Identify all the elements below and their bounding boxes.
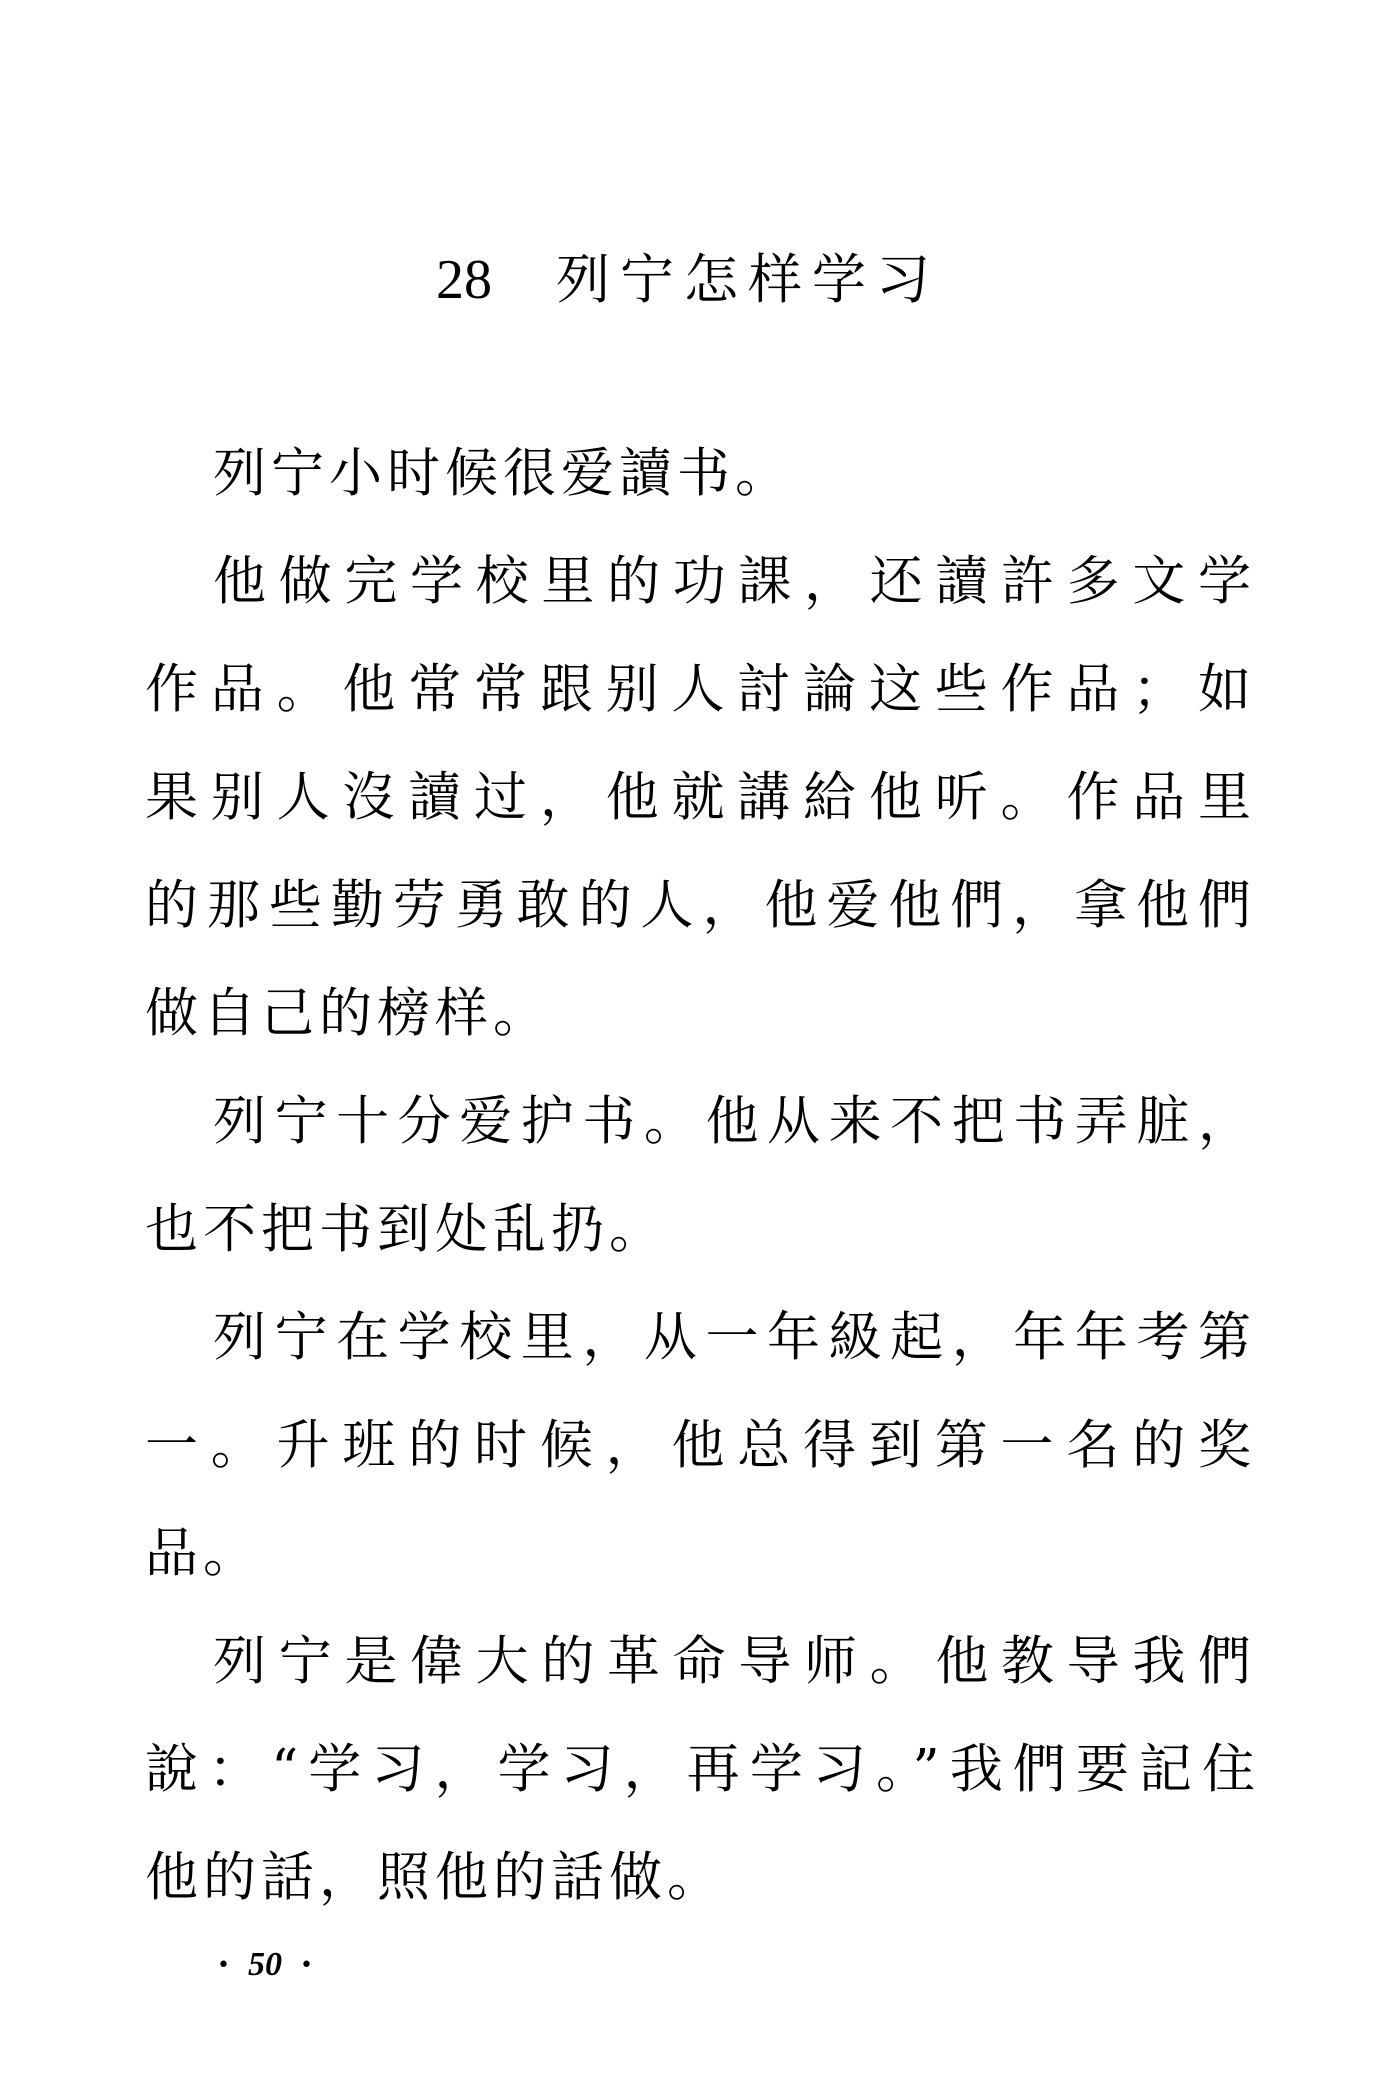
- text-line: 說：“学习，学习，再学习。”我們要記住: [145, 1739, 1256, 1800]
- paragraph: [145, 528, 1256, 1068]
- text-line: 的那些勤劳勇敢的人，他爱他們，拿他們: [145, 875, 1256, 936]
- paragraph: [145, 1608, 1256, 1932]
- page-number-right-dot: •: [300, 1953, 313, 1978]
- text-line: 他的話，照他的話做。: [145, 1847, 725, 1908]
- text-line: 列宁在学校里，从一年級起，年年考第: [213, 1307, 1256, 1368]
- page-number-value: 50: [248, 1946, 282, 1983]
- text-line: 品。: [145, 1523, 261, 1584]
- text-line: 一。升班的时候，他总得到第一名的奖: [145, 1415, 1256, 1476]
- lesson-body: [145, 420, 1256, 1932]
- text-line: 他做完学校里的功課，还讀許多文学: [213, 551, 1256, 612]
- page-number-left-dot: •: [217, 1953, 230, 1978]
- text-line: 也不把书到处乱扔。: [145, 1199, 667, 1260]
- paragraph: [145, 1284, 1256, 1608]
- text-line: 做自己的榜样。: [145, 983, 551, 1044]
- text-line: 列宁十分爱护书。他从来不把书弄脏，: [213, 1091, 1256, 1152]
- text-line: 作品。他常常跟别人討論这些作品；如: [145, 659, 1256, 720]
- text-line: 列宁是偉大的革命导师。他教导我們: [213, 1631, 1256, 1692]
- paragraph: [145, 420, 1256, 528]
- lesson-title: 列宁怎样学习: [556, 248, 940, 311]
- lesson-number: 28: [436, 249, 492, 311]
- text-line: 列宁小时候很爱讀书。: [213, 443, 793, 504]
- paragraph: [145, 1068, 1256, 1284]
- page-number: [190, 1936, 340, 1992]
- text-line: 果别人沒讀过，他就講給他听。作品里: [145, 767, 1256, 828]
- lesson-heading: [0, 232, 1376, 328]
